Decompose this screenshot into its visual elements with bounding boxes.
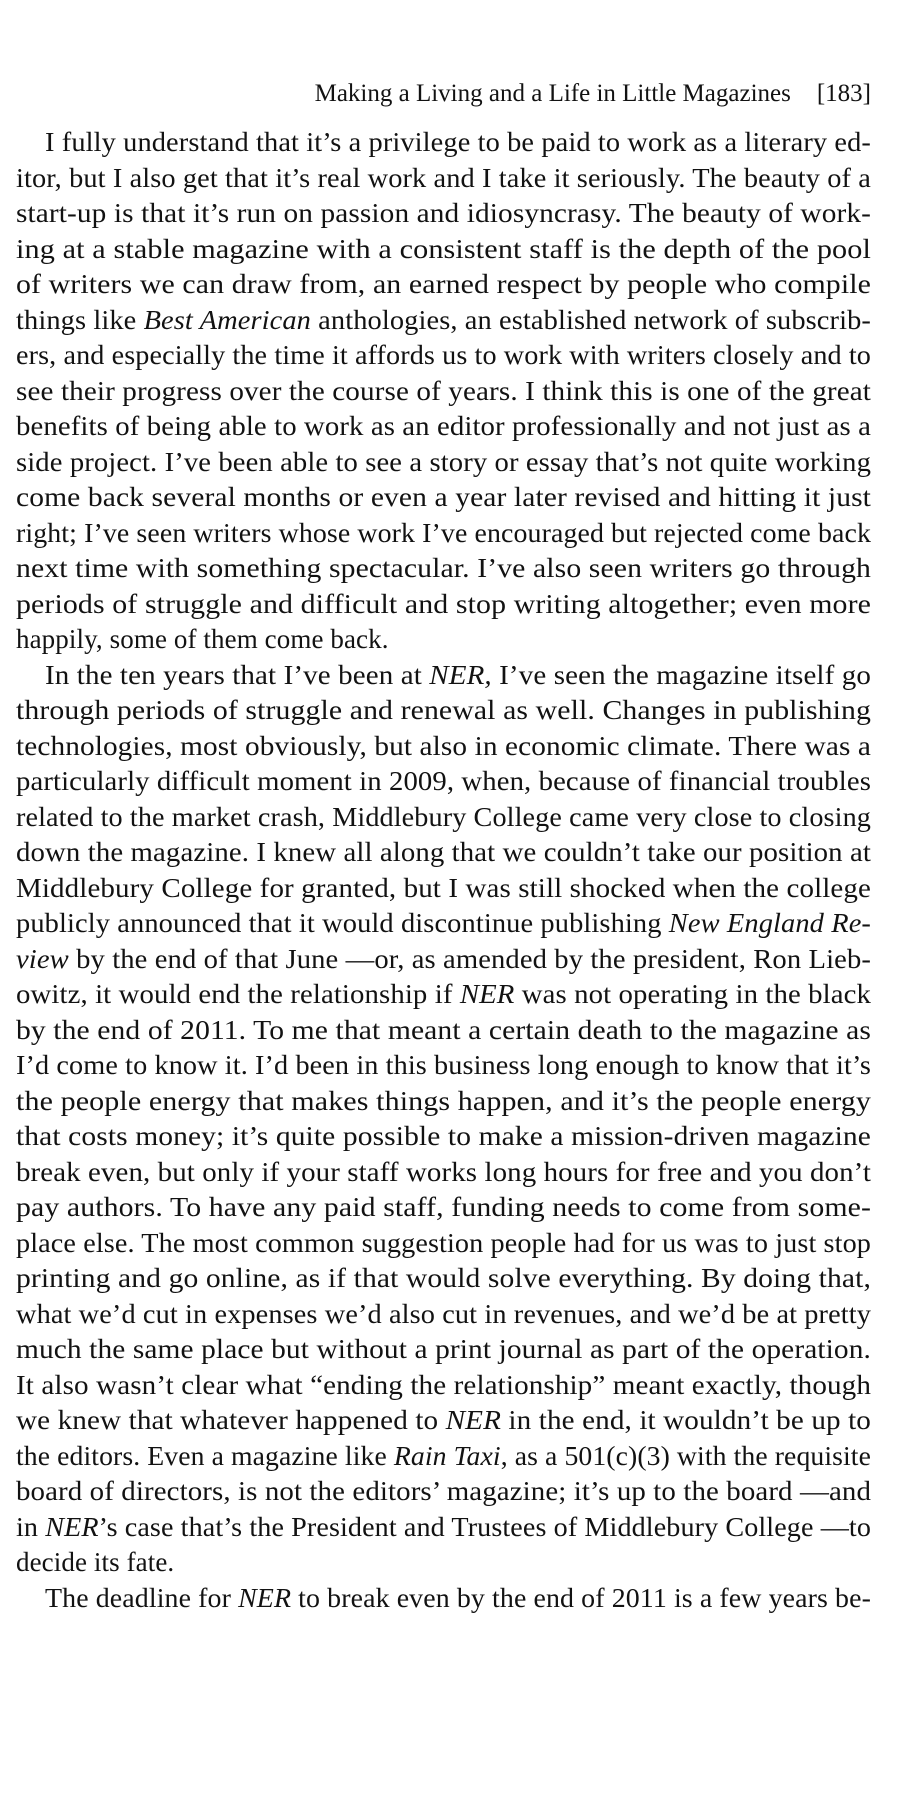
text-line: printing and go online, as if that would solve everything. By doing that, bbox=[16, 1263, 871, 1293]
running-title: Making a Living and a Life in Little Magazines bbox=[314, 80, 791, 107]
text-line: through periods of struggle and renewal as well. Changes in publishing bbox=[16, 695, 871, 725]
text-line: place else. The most common suggestion people had for us was to just stop bbox=[16, 1227, 871, 1258]
text-line: itor, but I also get that it’s real work and I take it seriously. The beauty of a bbox=[16, 162, 871, 193]
text-line: much the same place but without a print journal as part of the operation. bbox=[16, 1334, 871, 1364]
running-header bbox=[16, 80, 871, 107]
text-line: that costs money; it’s quite possible to make a mission-driven magazine bbox=[16, 1121, 871, 1151]
text-line: come back several months or even a year later revised and hitting it just bbox=[16, 482, 871, 512]
page-number: [183] bbox=[816, 80, 871, 107]
text-line: pay authors. To have any paid staff, funding needs to come from some- bbox=[16, 1192, 871, 1222]
text-line: in NER’s case that’s the President and Trustees of Middlebury College —to bbox=[16, 1511, 871, 1542]
text-line: ing at a stable magazine with a consistent staff is the depth of the pool bbox=[16, 233, 871, 264]
text-line: right; I’ve seen writers whose work I’ve encouraged but rejected come back bbox=[16, 517, 872, 548]
text-line: by the end of 2011. To me that meant a certain death to the magazine as bbox=[16, 1014, 871, 1045]
text-line: decide its fate. bbox=[16, 1547, 175, 1577]
text-line: the people energy that makes things happen, and it’s the people energy bbox=[16, 1085, 872, 1116]
text-line: related to the market crash, Middlebury College came very close to closing bbox=[16, 801, 871, 832]
text-line: owitz, it would end the relationship if NER was not operating in the black bbox=[16, 979, 872, 1009]
text-line: side project. I’ve been able to see a story or essay that’s not quite working bbox=[16, 446, 871, 477]
text-line: In the ten years that I’ve been at NER, I’ve seen the magazine itself go bbox=[45, 659, 871, 690]
text-line: see their progress over the course of years. I think this is one of the great bbox=[16, 375, 872, 406]
text-line: The deadline for NER to break even by the end of 2011 is a few years be- bbox=[45, 1582, 871, 1613]
page-body bbox=[16, 125, 871, 1616]
text-line: things like Best American anthologies, an established network of subscrib- bbox=[16, 304, 871, 335]
text-line: Middlebury College for granted, but I was still shocked when the college bbox=[16, 872, 871, 903]
text-line: happily, some of them come back. bbox=[16, 624, 389, 654]
text-line: benefits of being able to work as an editor professionally and not just as a bbox=[16, 411, 872, 441]
text-line: break even, but only if your staff works long hours for free and you don’t bbox=[16, 1156, 872, 1187]
text-line: I fully understand that it’s a privilege to be paid to work as a literary ed- bbox=[45, 127, 871, 157]
text-line: technologies, most obviously, but also in economic climate. There was a bbox=[16, 730, 871, 761]
text-line: particularly difficult moment in 2009, when, because of financial troubles bbox=[16, 766, 871, 796]
text-line: ers, and especially the time it affords us to work with writers closely and to bbox=[16, 340, 871, 370]
paragraph bbox=[16, 1581, 871, 1617]
text-line: we knew that whatever happened to NER in the end, it wouldn’t be up to bbox=[16, 1405, 871, 1435]
text-line: what we’d cut in expenses we’d also cut in revenues, and we’d be at pretty bbox=[16, 1298, 871, 1329]
text-line: next time with something spectacular. I’ve also seen writers go through bbox=[16, 553, 871, 583]
text-line: down the magazine. I knew all along that we couldn’t take our position at bbox=[16, 837, 871, 867]
text-line: publicly announced that it would discontinue publishing New England Re- bbox=[16, 908, 872, 938]
text-line: view by the end of that June —or, as amended by the president, Ron Lieb- bbox=[16, 943, 871, 974]
text-line: It also wasn’t clear what “ending the relationship” meant exactly, though bbox=[16, 1369, 871, 1400]
text-line: the editors. Even a magazine like Rain Taxi, as a 501(c)(3) with the requisite bbox=[16, 1440, 872, 1471]
paragraph bbox=[16, 658, 871, 1581]
text-line: periods of struggle and difficult and stop writing altogether; even more bbox=[16, 588, 871, 619]
text-line: I’d come to know it. I’d been in this business long enough to know that it’s bbox=[16, 1050, 871, 1080]
text-line: board of directors, is not the editors’ magazine; it’s up to the board —and bbox=[16, 1476, 871, 1506]
text-line: start-up is that it’s run on passion and idiosyncrasy. The beauty of work- bbox=[16, 198, 871, 228]
text-line: of writers we can draw from, an earned respect by people who compile bbox=[16, 269, 872, 299]
paragraph bbox=[16, 125, 871, 658]
